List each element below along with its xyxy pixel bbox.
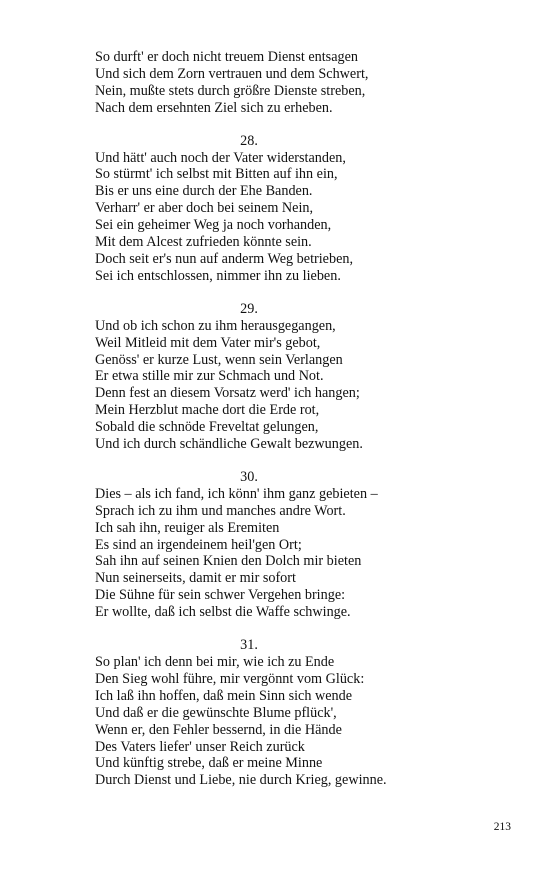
verse-line: Sobald die schnöde Freveltat gelungen, (95, 419, 319, 436)
stanza-31 (95, 637, 515, 789)
verse-line: Nach dem ersehnten Ziel sich zu erheben. (95, 99, 333, 116)
verse-line: Nein, mußte stets durch größre Dienste streben, (95, 82, 366, 99)
verse-line: Er etwa stille mir zur Schmach und Not. (95, 368, 324, 385)
verse-line: Mit dem Alcest zufrieden könnte sein. (95, 234, 312, 251)
verse-line: Es sind an irgendeinem heil'gen Ort; (95, 536, 302, 553)
verse-line: Sei ich entschlossen, nimmer ihn zu lieben. (95, 267, 341, 284)
verse-line: Wenn er, den Fehler bessernd, in die Hände (95, 721, 342, 738)
stanza-number: 28. (240, 132, 258, 149)
verse-line: Verharr' er aber doch bei seinem Nein, (95, 200, 314, 217)
verse-line: Ich laß ihn hoffen, daß mein Sinn sich wende (95, 687, 353, 704)
verse-line: Bis er uns eine durch der Ehe Banden. (95, 183, 313, 200)
stanza-29 (95, 301, 515, 453)
verse-line: Und daß er die gewünschte Blume pflück', (95, 704, 337, 721)
verse-line: Und ob ich schon zu ihm herausgegangen, (95, 317, 336, 334)
stanza-number: 30. (240, 468, 258, 485)
verse-line: Dies – als ich fand, ich könn' ihm ganz gebieten – (95, 485, 378, 502)
verse-line: Durch Dienst und Liebe, nie durch Krieg, gewinne. (95, 772, 387, 789)
poem-text (95, 49, 515, 789)
verse-line: Weil Mitleid mit dem Vater mir's gebot, (95, 334, 321, 351)
page-number: 213 (493, 821, 511, 833)
stanza-number: 31. (240, 637, 258, 654)
verse-line: Nun seinerseits, damit er mir sofort (95, 570, 296, 587)
verse-line: Sah ihn auf seinen Knien den Dolch mir bieten (95, 553, 362, 570)
verse-line: So durft' er doch nicht treuem Dienst entsagen (95, 49, 358, 65)
verse-line: Die Sühne für sein schwer Vergehen bringe: (95, 587, 346, 604)
verse-line: Und sich dem Zorn vertrauen und dem Schwert, (95, 65, 369, 82)
verse-line: Denn fest an diesem Vorsatz werd' ich hangen; (95, 385, 360, 402)
verse-line: Genöss' er kurze Lust, wenn sein Verlangen (95, 351, 343, 368)
verse-line: Des Vaters liefer' unser Reich zurück (95, 738, 305, 755)
verse-line: Den Sieg wohl führe, mir vergönnt vom Glück: (95, 670, 365, 687)
verse-line: So stürmt' ich selbst mit Bitten auf ihn ein, (95, 166, 338, 183)
verse-line: Mein Herzblut mache dort die Erde rot, (95, 402, 320, 419)
verse-line: Und künftig strebe, daß er meine Minne (95, 755, 323, 772)
verse-line: Doch seit er's nun auf anderm Weg betrieben, (95, 250, 354, 267)
stanza-number: 29. (240, 300, 258, 317)
verse-line: Ich sah ihn, reuiger als Eremiten (95, 519, 280, 536)
verse-line: Sei ein geheimer Weg ja noch vorhanden, (95, 217, 332, 234)
stanza-28 (95, 133, 515, 285)
verse-line: Er wollte, daß ich selbst die Waffe schwinge. (95, 604, 351, 621)
verse-line: Und ich durch schändliche Gewalt bezwungen. (95, 436, 363, 453)
verse-line: Sprach ich zu ihm und manches andre Wort. (95, 502, 346, 519)
stanza-27-continuation (95, 49, 515, 117)
verse-line: So plan' ich denn bei mir, wie ich zu Ende (95, 654, 335, 670)
verse-line: Und hätt' auch noch der Vater widerstanden, (95, 149, 346, 166)
stanza-30 (95, 469, 515, 621)
